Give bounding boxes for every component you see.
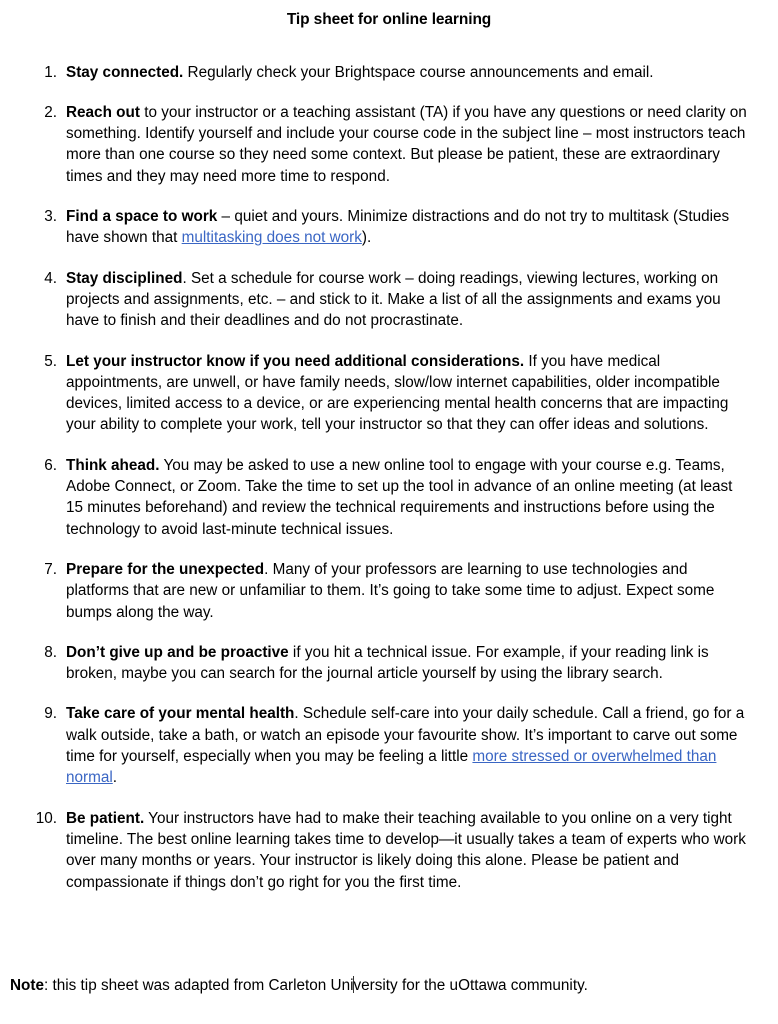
list-item <box>0 102 778 187</box>
list-item-body: Regularly check your Brightspace course announcements and email. <box>183 63 654 81</box>
list-item-lead: Reach out <box>66 103 140 121</box>
list-item-body-after: ). <box>361 229 372 247</box>
footer-note-text-after: versity for the uOttawa community. <box>353 977 588 994</box>
list-item-lead: Find a space to work <box>66 208 218 226</box>
list-item-lead: Don’t give up and be proactive <box>66 643 289 661</box>
list-item-body: . Set a schedule for course work – doing readings, viewing lectures, working on projects and assignments, etc. – and stick to it. Make a list of all the assignments and exams you have to finish and their deadlines and do not procrastinate. <box>66 269 721 330</box>
list-item <box>0 559 778 623</box>
list-item-lead: Stay connected. <box>66 63 184 81</box>
list-item <box>0 455 778 540</box>
list-item-number: 2. <box>44 103 57 121</box>
footer-note-lead: Note <box>10 977 44 994</box>
list-item <box>0 62 778 83</box>
list-item-body: if you hit a technical issue. For example, if your reading link is broken, maybe you can search for the journal article yourself by using the library search. <box>66 643 709 683</box>
list-item <box>0 642 778 685</box>
footer-note-text-before: : this tip sheet was adapted from Carleton Uni <box>44 977 354 994</box>
list-item-number: 7. <box>44 560 57 578</box>
list-item-number: 1. <box>44 63 57 81</box>
mental-health-hyperlink[interactable]: more stressed or overwhelmed than normal <box>66 748 717 787</box>
list-item-number: 10. <box>35 809 57 827</box>
list-item-body: to your instructor or a teaching assistant (TA) if you have any questions or need clarity on something. Identify yourself and include your course code in the subject line – most instructors teach more than one course so they need some context. But please be patient, these are extraordinary times and they may need more time to respond. <box>66 103 747 185</box>
list-item <box>0 703 778 788</box>
list-item-number: 3. <box>44 208 57 226</box>
list-item-number: 9. <box>44 705 57 723</box>
list-item-lead: Let your instructor know if you need additional considerations. <box>66 352 525 370</box>
list-item-body: . Many of your professors are learning to use technologies and platforms that are new or unfamiliar to them. It’s going to take some time to adjust. Expect some bumps along the way. <box>66 560 715 621</box>
list-item <box>0 206 778 249</box>
page-title: Tip sheet for online learning <box>286 11 492 28</box>
list-item-body: If you have medical appointments, are unwell, or have family needs, slow/low internet capabilities, older incompatible devices, limited access to a device, or are experiencing mental health concerns that are impacting your ability to complete your work, tell your instructor so that they can offer ideas and solutions. <box>66 352 729 434</box>
list-item-body-after: . <box>112 769 118 787</box>
tips-list <box>0 30 778 893</box>
list-item <box>0 808 778 893</box>
list-item-lead: Stay disciplined <box>66 269 183 287</box>
list-item-body-before: . Schedule self-care into your daily schedule. Call a friend, go for a walk outside, take a bath, or watch an episode your favourite show. It’s important to carve out some time for yourself, especially when you may be feeling a little <box>66 705 745 766</box>
list-item-number: 8. <box>44 643 57 661</box>
list-item-number: 5. <box>44 352 57 370</box>
list-item-body: Your instructors have had to make their teaching available to you online on a very tight timeline. The best online learning takes time to develop—it usually takes a team of experts who work over many months or years. Your instructor is likely doing this alone. Please be patient and compassionate if things don’t go right for you the first time. <box>66 809 746 891</box>
list-item <box>0 351 778 436</box>
footer-note <box>0 975 742 996</box>
list-item-lead: Take care of your mental health <box>66 705 295 723</box>
list-item-body: You may be asked to use a new online tool to engage with your course e.g. Teams, Adobe Connect, or Zoom. Take the time to set up the tool in advance of an online meeting (at least 15 minutes beforehand) and review the technical requirements and instructions before using the technology to avoid last-minute technical issues. <box>66 456 733 538</box>
list-item-lead: Prepare for the unexpected <box>66 560 265 578</box>
list-item-lead: Think ahead. <box>66 456 160 474</box>
multitasking-hyperlink[interactable]: multitasking does not work <box>181 229 362 247</box>
list-item-lead: Be patient. <box>66 809 145 827</box>
list-item-number: 6. <box>44 456 57 474</box>
list-item-number: 4. <box>44 269 57 287</box>
list-item <box>0 268 778 332</box>
list-item-body-before: – quiet and yours. Minimize distractions and do not try to multitask (Studies have shown that <box>66 208 730 247</box>
